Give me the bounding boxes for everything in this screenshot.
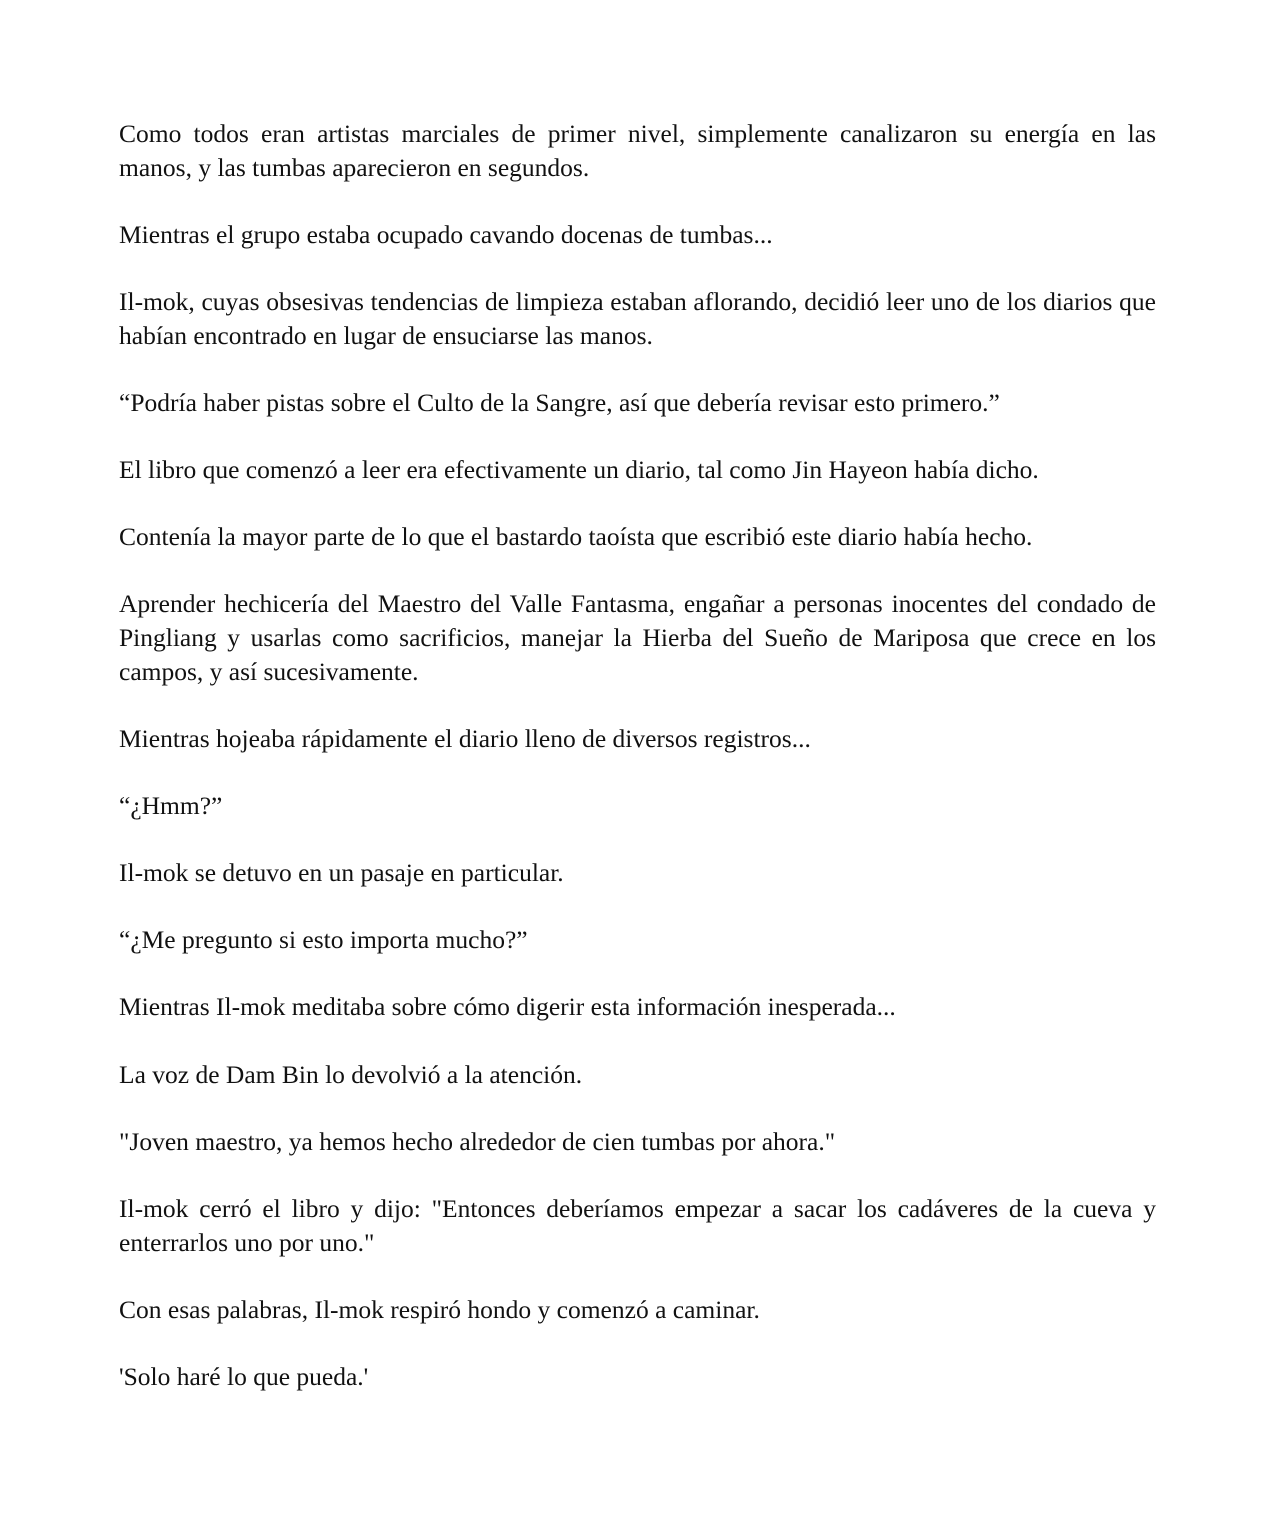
paragraph: El libro que comenzó a leer era efectivamente un diario, tal como Jin Hayeon había dicho.: [119, 454, 1039, 484]
paragraph: Mientras Il-mok meditaba sobre cómo digerir esta información inesperada...: [119, 992, 896, 1022]
paragraph: Aprender hechicería del Maestro del Valle Fantasma, engañar a personas inocentes del condado de Pingliang y usarlas como sacrificios, manejar la Hierba del Sueño de Mariposa que crece en los campos, y así sucesivamente.: [119, 589, 1156, 686]
paragraph: Il-mok, cuyas obsesivas tendencias de limpieza estaban aflorando, decidió leer uno de los diarios que habían encontrado en lugar de ensuciarse las manos.: [119, 286, 1156, 350]
paragraph: La voz de Dam Bin lo devolvió a la atención.: [119, 1059, 583, 1089]
paragraph: Mientras hojeaba rápidamente el diario lleno de diversos registros...: [119, 723, 811, 753]
paragraph: 'Solo haré lo que pueda.': [119, 1361, 369, 1391]
paragraph: “Podría haber pistas sobre el Culto de la Sangre, así que debería revisar esto primero.”: [119, 387, 1000, 417]
paragraph: Mientras el grupo estaba ocupado cavando docenas de tumbas...: [119, 219, 773, 249]
paragraph: Contenía la mayor parte de lo que el bastardo taoísta que escribió este diario había hecho.: [119, 522, 1033, 552]
paragraph: “¿Hmm?”: [119, 790, 223, 820]
paragraph: Con esas palabras, Il-mok respiró hondo y comenzó a caminar.: [119, 1294, 760, 1324]
paragraph: Como todos eran artistas marciales de primer nivel, simplemente canalizaron su energía en las manos, y las tumbas aparecieron en segundos.: [119, 119, 1156, 182]
paragraph: “¿Me pregunto si esto importa mucho?”: [119, 925, 528, 955]
paragraph: "Joven maestro, ya hemos hecho alrededor de cien tumbas por ahora.": [119, 1126, 836, 1156]
paragraph: Il-mok se detuvo en un pasaje en particular.: [119, 858, 564, 888]
paragraph: Il-mok cerró el libro y dijo: "Entonces deberíamos empezar a sacar los cadáveres de la cueva y enterrarlos uno por uno.": [119, 1194, 1156, 1257]
